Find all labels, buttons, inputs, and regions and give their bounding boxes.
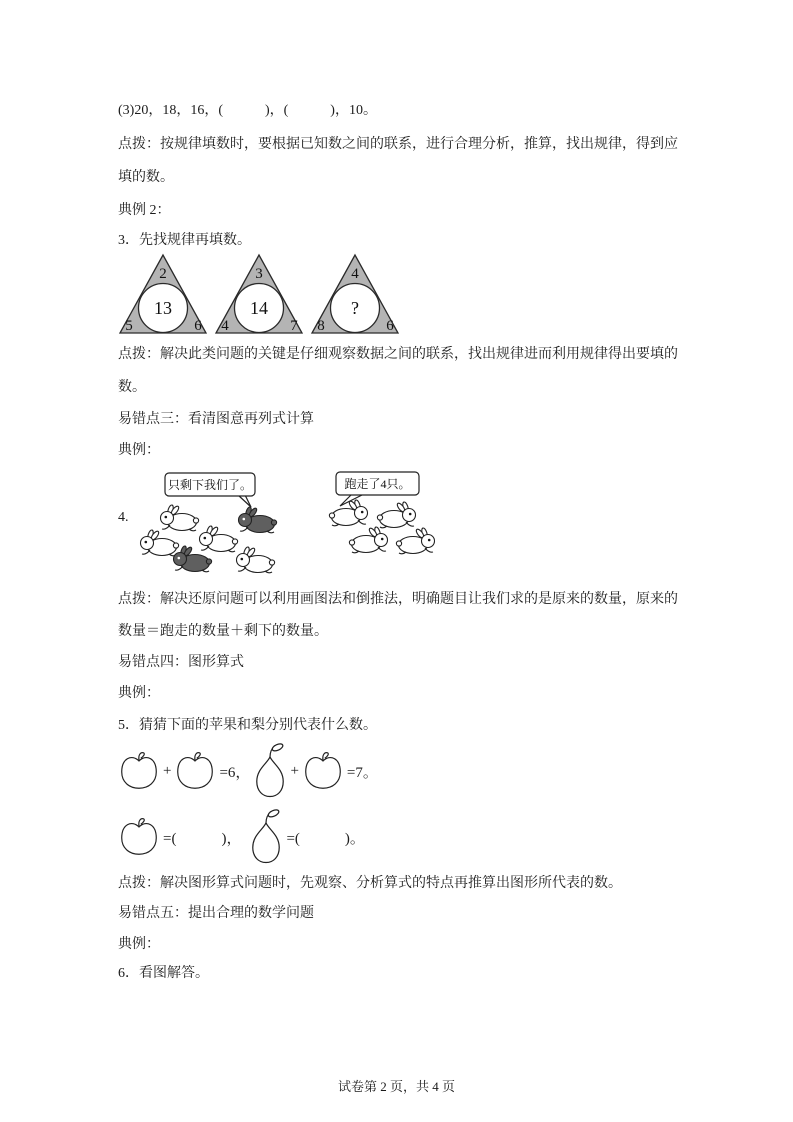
equals-six: =6， — [219, 764, 251, 781]
question4-number: 4. — [118, 510, 129, 525]
rabbit-icon — [349, 526, 387, 552]
triangle-1-right: 6 — [194, 318, 202, 334]
example2-heading: 典例 2： — [118, 203, 171, 218]
apple-icon — [174, 751, 216, 791]
apple-equals-blank: =( )， — [163, 830, 242, 847]
tip3-line2: 数量＝跑走的数量＋剩下的数量。 — [118, 624, 328, 639]
triangle-3 — [312, 255, 398, 334]
rabbit-scene-figure — [135, 466, 445, 578]
page-footer: 试卷第 2 页，共 4 页 — [337, 1079, 455, 1094]
triangle-3-top: 4 — [351, 266, 359, 282]
rabbit-icon — [237, 546, 275, 572]
speech-bubble-remaining-text: 只剩下我们了。 — [167, 478, 253, 492]
rabbit-icon — [329, 499, 367, 525]
apple-icon — [118, 817, 160, 857]
apple-icon — [118, 751, 160, 791]
speech-bubble-ran-text: 跑走了4只。 — [344, 477, 411, 491]
pear-icon — [249, 808, 283, 866]
dark-rabbit-icon — [239, 506, 277, 532]
triangle-1 — [120, 255, 206, 334]
plus-operator: + — [290, 762, 299, 779]
pear-equals-blank: =( )。 — [286, 830, 365, 847]
mistake4-heading: 易错点四：图形算式 — [118, 655, 244, 670]
triangle-3-center: ? — [351, 298, 359, 318]
question3-title: 3．先找规律再填数。 — [118, 233, 251, 248]
triangle-1-center: 13 — [154, 298, 172, 318]
example3-heading: 典例： — [118, 443, 160, 458]
apple-icon — [302, 751, 344, 791]
question5-title: 5．猜猜下面的苹果和梨分别代表什么数。 — [118, 718, 377, 733]
remaining-rabbits-group — [141, 473, 277, 573]
triangle-puzzle-figure — [118, 253, 400, 337]
triangle-2-left: 4 — [221, 318, 229, 334]
triangle-1-top: 2 — [159, 266, 167, 282]
example5-heading: 典例： — [118, 937, 160, 952]
plus-operator: + — [163, 762, 172, 779]
rabbit-icon — [161, 504, 199, 530]
fruit-equation-row1 — [118, 742, 378, 800]
example4-heading: 典例： — [118, 686, 160, 701]
triangle-2-right: 7 — [290, 318, 298, 334]
fill-blanks-sequence: (3)20，18，16，( )，( )，10。 — [118, 103, 377, 118]
rabbit-icon — [200, 525, 238, 551]
speech-bubble-tail — [238, 495, 251, 507]
fruit-equation-row2 — [118, 806, 365, 868]
pear-icon — [253, 742, 287, 800]
mistake5-heading: 易错点五：提出合理的数学问题 — [118, 906, 314, 921]
tip1-line2: 填的数。 — [118, 170, 174, 185]
tip2-line2: 数。 — [118, 380, 146, 395]
tip1-line1: 点拨：按规律填数时，要根据已知数之间的联系，进行合理分析，推算，找出规律，得到应 — [118, 137, 678, 152]
tip3-line1: 点拨：解决还原问题可以利用画图法和倒推法，明确题目让我们求的是原来的数量，原来的 — [118, 592, 678, 607]
triangle-2-center: 14 — [250, 298, 268, 318]
mistake3-heading: 易错点三：看清图意再列式计算 — [118, 412, 314, 427]
rabbit-icon — [396, 527, 434, 553]
triangle-2 — [216, 255, 302, 334]
triangle-1-left: 5 — [125, 318, 133, 334]
triangle-3-right: 6 — [386, 318, 394, 334]
ran-away-rabbits-group — [329, 472, 434, 554]
rabbit-icon — [377, 501, 415, 527]
triangle-2-top: 3 — [255, 266, 263, 282]
question6-title: 6．看图解答。 — [118, 966, 209, 981]
tip4-line: 点拨：解决图形算式问题时，先观察、分析算式的特点再推算出图形所代表的数。 — [118, 876, 622, 891]
triangle-3-left: 8 — [317, 318, 325, 334]
equals-seven: =7。 — [346, 764, 378, 781]
tip2-line1: 点拨：解决此类问题的关键是仔细观察数据之间的联系，找出规律进而利用规律得出要填的 — [118, 347, 678, 362]
rabbit-icon — [141, 529, 179, 555]
